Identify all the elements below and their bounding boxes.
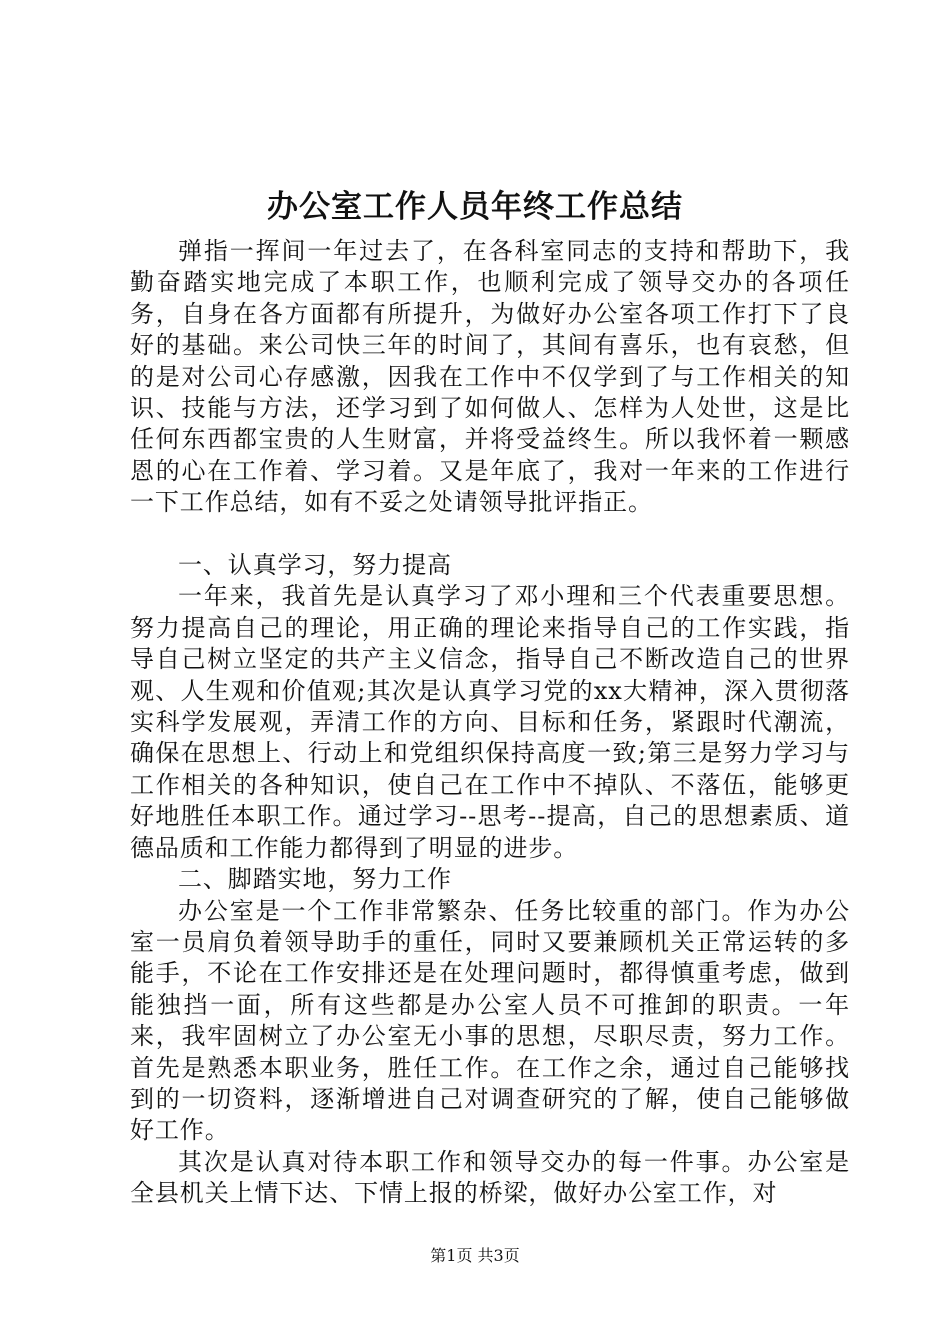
page-footer: 第1页 共3页 bbox=[430, 1246, 520, 1265]
document-body bbox=[130, 236, 850, 1210]
document-title: 办公室工作人员年终工作总结 bbox=[267, 189, 683, 225]
section-heading-study: 一、认真学习，努力提高 bbox=[178, 551, 452, 580]
work-paragraph: 办公室是一个工作非常繁杂、任务比较重的部门。作为办公室一员肩负着领导助手的重任，同时又要兼顾机关正常运转的多能手，不论在工作安排还是在处理问题时，都得慎重考虑，做到能独挡一面，所有这些都是办公室人员不可推卸的职责。一年来，我牢固树立了办公室无小事的思想，尽职尽责，努力工作。首先是熟悉本职业务，胜任工作。在工作之余，通过自己能够找到的一切资料，逐渐增进自己对调查研究的了解，使自己能够做好工作。 bbox=[130, 896, 850, 1145]
study-paragraph: 一年来，我首先是认真学习了邓小理和三个代表重要思想。努力提高自己的理论，用正确的理论来指导自己的工作实践，指导自己树立坚定的共产主义信念，指导自己不断改造自己的世界观、人生观和价值观;其次是认真学习党的xx大精神，深入贯彻落实科学发展观，弄清工作的方向、目标和任务，紧跟时代潮流，确保在思想上、行动上和党组织保持高度一致;第三是努力学习与工作相关的各种知识，使自己在工作中不掉队、不落伍，能够更好地胜任本职工作。通过学习--思考--提高，自己的思想素质、道德品质和工作能力都得到了明显的进步。 bbox=[130, 582, 850, 862]
duty-paragraph: 其次是认真对待本职工作和领导交办的每一件事。办公室是全县机关上情下达、下情上报的桥梁，做好办公室工作，对 bbox=[130, 1147, 850, 1208]
paragraph-spacer bbox=[130, 519, 850, 550]
section-heading-work: 二、脚踏实地，努力工作 bbox=[178, 865, 452, 894]
intro-paragraph: 弹指一挥间一年过去了，在各科室同志的支持和帮助下，我勤奋踏实地完成了本职工作，也顺利完成了领导交办的各项任务，自身在各方面都有所提升，为做好办公室各项工作打下了良好的基础。来公司快三年的时间了，其间有喜乐，也有哀愁，但的是对公司心存感激，因我在工作中不仅学到了与工作相关的知识、技能与方法，还学习到了如何做人、怎样为人处世，这是比任何东西都宝贵的人生财富，并将受益终生。所以我怀着一颗感恩的心在工作着、学习着。又是年底了，我对一年来的工作进行一下工作总结，如有不妥之处请领导批评指正。 bbox=[130, 237, 850, 517]
